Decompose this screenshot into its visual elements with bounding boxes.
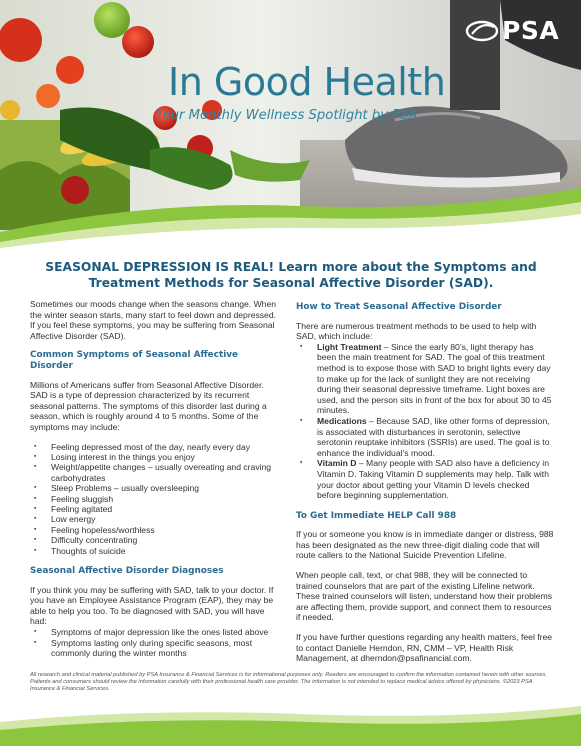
- help-paragraph-3: If you have further questions regarding any health matters, feel free to contact Danielle Herndon, RN, CMM – VP, Health Risk Management, at dherndon@psafinancial.com.: [296, 632, 553, 664]
- treatment-list: [296, 342, 554, 501]
- list-item: ▪ Feeling depressed most of the day, nearly every day: [30, 442, 282, 452]
- masthead-title: In Good Health: [168, 60, 446, 104]
- help-paragraph-1: If you or someone you know is in immediate danger or distress, 988 has been designated as the new three-digit dialing code that will route callers to the National Suicide Prevention Lifeline.: [296, 529, 554, 561]
- diagnoses-heading: Seasonal Affective Disorder Diagnoses: [30, 566, 224, 576]
- header-banner: [0, 0, 581, 250]
- article-headline: SEASONAL DEPRESSION IS REAL! Learn more about the Symptoms and Treatment Methods for Seasonal Affective Disorder (SAD).: [45, 260, 537, 290]
- right-column: [296, 299, 554, 673]
- footer-swoosh: [0, 700, 581, 746]
- diagnoses-list: [30, 627, 282, 659]
- disclaimer: All research and clinical material published by PSA Insurance & Financial Services is for informational purposes only. Readers are encouraged to confirm the information contained herein with other sources. Patients and consumers should review the information carefully with their professional health care provider. The information is not intended to replace medical advice offered by physicians. ©2023 PSA Insurance & Financial Services.: [30, 672, 547, 693]
- list-item: ▪ Symptoms lasting only during specific seasons, most commonly during the winter months: [30, 638, 282, 659]
- treatment-heading: How to Treat Seasonal Affective Disorder: [296, 302, 502, 312]
- treatment-intro: There are numerous treatment methods to be used to help with SAD, which include:: [296, 320, 537, 342]
- list-item: ▪ Losing interest in the things you enjoy: [30, 452, 282, 462]
- list-item: ▪ Symptoms of major depression like the ones listed above: [30, 627, 282, 638]
- list-item: ▪ Feeling hopeless/worthless: [30, 525, 282, 535]
- logo-text: PSA: [502, 16, 560, 45]
- list-item: [296, 458, 554, 500]
- symptoms-list: [30, 442, 282, 556]
- treatment-text: – Since the early 80’s, light therapy has been the main treatment for SAD. The goal of this treatment method is to expose those with SAD to bright lights every day to make up for the lack of sunlight they are not receiving during their seasonal depressive timeframe. Light boxes are used, and the person sits in front of the box for about 30 to 45 minutes.: [317, 341, 552, 416]
- psa-logo: [464, 16, 559, 45]
- help-heading: To Get Immediate HELP Call 988: [296, 510, 457, 521]
- intro-paragraph: Sometimes our moods change when the seasons change. When the winter season starts, many start to feel down and depressed. If you feel these symptoms, you may be suffering from Seasonal Affective Disorder (SAD).: [30, 299, 277, 341]
- symptoms-heading: Common Symptoms of Seasonal Affective Disorder: [30, 350, 239, 371]
- treatment-text: – Many people with SAD also have a deficiency in Vitamin D. Taking Vitamin D supplements may help. Talk with your doctor about getting your Vitamin D levels checked before beginning supplementation.: [317, 458, 549, 501]
- help-paragraph-2: When people call, text, or chat 988, they will be connected to trained counselors that are part of the existing Lifeline network. These trained counselors will listen, understand how their problems are affecting them, provide support, and connect them to resources if needed.: [296, 570, 553, 623]
- diagnoses-intro: If you think you may be suffering with SAD, talk to your doctor. If you have an Employee Assistance Program (EAP), they may be able to help you too. To be diagnosed with SAD, you will have had:: [30, 584, 274, 627]
- list-item: ▪ Sleep Problems – usually oversleeping: [30, 483, 282, 493]
- list-item: ▪ Thoughts of suicide: [30, 546, 282, 556]
- list-item: [296, 342, 554, 416]
- psa-logo-mark-icon: [464, 19, 500, 43]
- list-item: ▪ Weight/appetite changes – usually overeating and craving carbohydrates: [30, 462, 282, 483]
- list-item: ▪ Feeling sluggish: [30, 494, 282, 504]
- treatment-term: Light Treatment: [317, 341, 382, 352]
- left-column: [30, 299, 282, 669]
- symptoms-intro: Millions of Americans suffer from Seasonal Affective Disorder. SAD is a type of depression characterized by its recurrent seasonal patterns. The symptoms of this disorder last during a season, which is roughly around 4 to 5 months. Some of the symptoms may include:: [30, 379, 267, 432]
- list-item: ▪ Feeling agitated: [30, 504, 282, 514]
- masthead-subtitle: Your Monthly Wellness Spotlight by PSA: [156, 108, 418, 123]
- list-item: ▪ Low energy: [30, 514, 282, 524]
- list-item: ▪ Difficulty concentrating: [30, 535, 282, 545]
- list-item: [296, 416, 554, 458]
- treatment-term: Medications: [317, 415, 367, 426]
- treatment-text: – Because SAD, like other forms of depression, is associated with disturbances in serotonin, selective serotonin reuptake inhibitors (SSRIs) are used. The goal is to enhance the individual’s mood.: [317, 415, 550, 458]
- treatment-term: Vitamin D: [317, 458, 357, 469]
